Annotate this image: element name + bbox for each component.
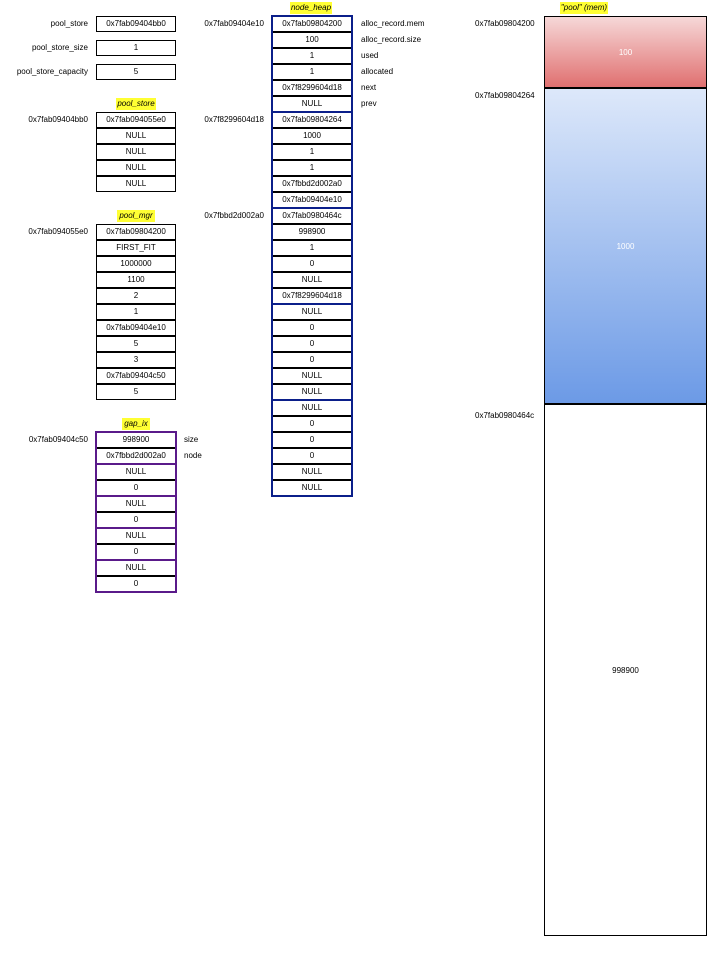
pool-mem-block-label: 1000 [616,241,635,251]
node-heap-address-0: 0x7fab09404e10 [204,19,264,28]
pool-store-cell: 0x7fab094055e0 [96,112,176,128]
node-heap-title: node_heap [290,3,332,12]
pool-mem-block [544,404,707,936]
node-heap-cell: NULL [272,480,352,496]
node-heap-cell: 0x7fab0980464c [272,208,352,224]
pool-store-cell: NULL [96,128,176,144]
node-heap-cell: 998900 [272,224,352,240]
node-heap-cell: 0x7fbbd2d002a0 [272,176,352,192]
gap-ix-cell: NULL [96,528,176,544]
gap-ix-cell: 0 [96,512,176,528]
pool-mgr-cell: 0x7fab09804200 [96,224,176,240]
pool-mem-address-0: 0x7fab09804200 [475,19,535,28]
pool-store-title: pool_store [117,99,155,108]
pool-store-var-label: pool_store [50,19,88,28]
gap-ix-cell: 0 [96,576,176,592]
pool-mem-block [544,88,707,404]
gap-ix-size-label: size [184,435,199,444]
pool-mgr-cell: 2 [96,288,176,304]
node-heap-cell: 0x7f8299604d18 [272,288,352,304]
node-heap-cell: 0 [272,432,352,448]
gap-ix-node-label: node [184,451,202,460]
pool-store-size-value: 1 [96,40,176,56]
pool-mem-address-2: 0x7fab0980464c [475,411,535,420]
node-heap-cell: 0 [272,256,352,272]
pool-mem-address-1: 0x7fab09804264 [475,91,535,100]
pool-mgr-title: pool_mgr [117,210,155,222]
field-label-used: used [361,51,379,60]
gap-ix-cell: NULL [96,496,176,512]
pool-store-capacity-label: pool_store_capacity [16,67,88,76]
pool-store-cell: NULL [96,144,176,160]
gap-ix-title: gap_ix [122,418,150,430]
node-heap-cell: 100 [272,32,352,48]
node-heap-cell: 0x7fab09804264 [272,112,352,128]
node-heap-cell: 0 [272,336,352,352]
node-heap-cell: NULL [272,400,352,416]
node-heap-cell: NULL [272,96,352,112]
node-heap-cell: 0 [272,448,352,464]
field-label-size: alloc_record.size [361,35,422,44]
field-label-next: next [361,83,377,92]
node-heap-cell: NULL [272,304,352,320]
field-label-prev: prev [361,99,377,108]
node-heap-cell: 1 [272,48,352,64]
node-heap-address-2: 0x7fbbd2d002a0 [204,211,264,220]
pool-mgr-cell: 1 [96,304,176,320]
pool-mgr-cell: 5 [96,384,176,400]
node-heap-cell: 0 [272,352,352,368]
node-heap-cell: 1000 [272,128,352,144]
pool-mem-title: "pool" (mem) [560,3,608,12]
gap-ix-cell: 0 [96,480,176,496]
pool-store-cell: NULL [96,160,176,176]
node-heap-cell: NULL [272,368,352,384]
pool-store-address: 0x7fab09404bb0 [28,115,88,124]
pool-store-var-value: 0x7fab09404bb0 [96,16,176,32]
node-heap-cell: NULL [272,272,352,288]
pool-mem-block [544,16,707,88]
node-heap-cell: 0 [272,320,352,336]
gap-ix-cell: 0x7fbbd2d002a0 [96,448,176,464]
field-label-allocated: allocated [361,67,394,76]
node-heap-cell: NULL [272,464,352,480]
pool-mgr-cell: FIRST_FIT [96,240,176,256]
gap-ix-cell: NULL [96,464,176,480]
gap-ix-cell: NULL [96,560,176,576]
node-heap-cell: 1 [272,240,352,256]
pool-store-size-label: pool_store_size [31,43,88,52]
pool-mgr-cell: 3 [96,352,176,368]
node-heap-cell: 0x7f8299604d18 [272,80,352,96]
pool-mgr-cell: 0x7fab09404e10 [96,320,176,336]
pool-mem-block-label: 998900 [612,665,639,675]
pool-store-capacity-value: 5 [96,64,176,80]
pool-mgr-address: 0x7fab094055e0 [28,227,88,236]
node-heap-cell: 0 [272,416,352,432]
node-heap-cell: 0x7fab09404e10 [272,192,352,208]
node-heap-cell: 1 [272,64,352,80]
node-heap-cell: 1 [272,144,352,160]
pool-mem-block-label: 100 [618,47,633,57]
gap-ix-address: 0x7fab09404c50 [28,435,88,444]
node-heap-cell: 0x7fab09804200 [272,16,352,32]
pool-mgr-cell: 1100 [96,272,176,288]
gap-ix-cell: 998900 [96,432,176,448]
gap-ix-cell: 0 [96,544,176,560]
field-label-mem: alloc_record.mem [361,19,425,28]
pool-store-cell: NULL [96,176,176,192]
pool-mgr-cell: 1000000 [96,256,176,272]
pool-mgr-cell: 5 [96,336,176,352]
node-heap-address-1: 0x7f8299604d18 [204,115,264,124]
node-heap-cell: 1 [272,160,352,176]
pool-mgr-cell: 0x7fab09404c50 [96,368,176,384]
node-heap-cell: NULL [272,384,352,400]
